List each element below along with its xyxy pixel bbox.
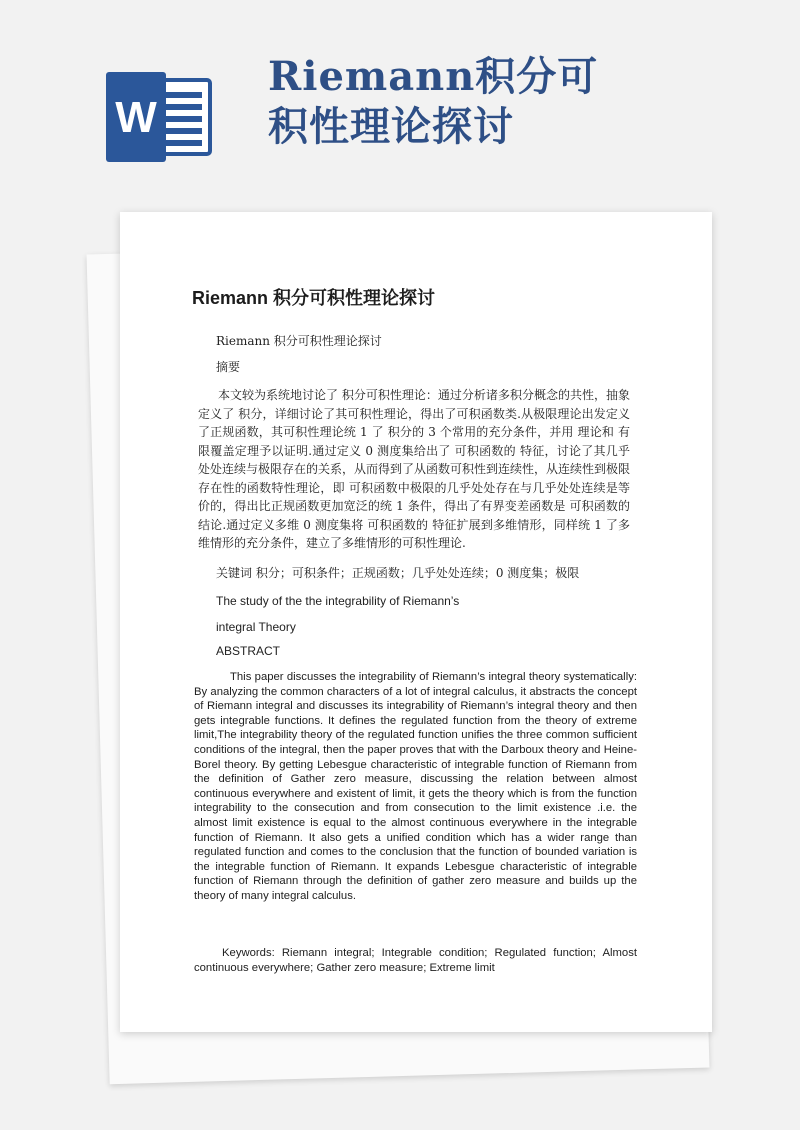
english-title-line-2: integral Theory — [216, 620, 296, 634]
abstract-label-en: ABSTRACT — [216, 644, 281, 658]
abstract-cn: 本文较为系统地讨论了 积分可积性理论：通过分析诸多积分概念的共性，抽象定义了 积分，详细讨论了其可积性理论，得出了可积函数类.从极限理论出发定义了正规函数，其可积性理论统 1 了 积分的 3 个常用的充分条件，并用 理论和 有限覆盖定理予以证明.通过定义 0 测度集给出了 可积函数的 特征，讨论了其几乎处处连续与极限存在的关系，从而得到了从函数可积性到连续性，从连续性到极限存在性的函数特性理论，即 可积函数中极限的几乎处处存在与几乎处处连续是等价的，得出比正规函数更加宽泛的统 1 条件，得出了有界变差函数是 可积函数的结论.通过定义多维 0 测度集将 可积函数的 特征扩展到多维情形，同样统 1 了多维情形的充分条件，建立了多维情形的可积性理论. — [198, 388, 631, 550]
page-title-line-2: 积性理论探讨 — [268, 103, 514, 150]
abstract-en: This paper discusses the integrability of Riemann’s integral theory systematically: By analyzing the common characters of a lot of integral calculus, it abstracts the concept of Riemann integral and discusses its integrability of Riemann’s integral theory and then gets integrable functions. It defines the regulated function from the theory of extreme limit,The integrability theory of the regulated function unifies the three common sufficient conditions of the integral, then the paper proves that with the Darboux theory and Heine-Borel theory. By getting Lebesgue characteristic of integrable function of Riemann from the definition of Gather zero measure, discussing the relation between almost continuous everywhere and existent of limit, it gets the theory which is from the function integrability to the consecution and from consecution to the limit existence .i.e. the almost limit existence is equal to the almost continuous everywhere in the integrable function of Riemann. It also gets a unified condition which has a wider range than regulated function and comes to the conclusion that the function of bounded variation is the integrable function of Riemann. It expands Lebesgue characteristic of integrable function of Riemann through the definition of gather zero measure and builds up the theory of many integral calculus. — [194, 671, 637, 902]
abstract-label-cn: 摘要 — [216, 360, 241, 374]
keywords-cn: 关键词 积分；可积条件；正规函数；几乎处处连续；0 测度集；极限 — [216, 566, 580, 580]
english-title-line-1: The study of the the integrability of Riemann’s — [216, 594, 460, 608]
document-subtitle: Riemann 积分可积性理论探讨 — [216, 334, 382, 348]
page-header — [0, 0, 800, 200]
page-title — [268, 52, 688, 152]
word-document-icon — [104, 72, 214, 162]
document-title: Riemann 积分可积性理论探讨 — [192, 288, 436, 308]
svg-text:W: W — [115, 93, 157, 142]
page-title-line-1: Riemann积分可 — [268, 53, 599, 100]
keywords-en: Keywords: Riemann integral; Integrable condition; Regulated function; Almost continuous everywhere; Gather zero measure; Extreme limit — [194, 947, 637, 974]
document-page — [120, 212, 712, 1032]
